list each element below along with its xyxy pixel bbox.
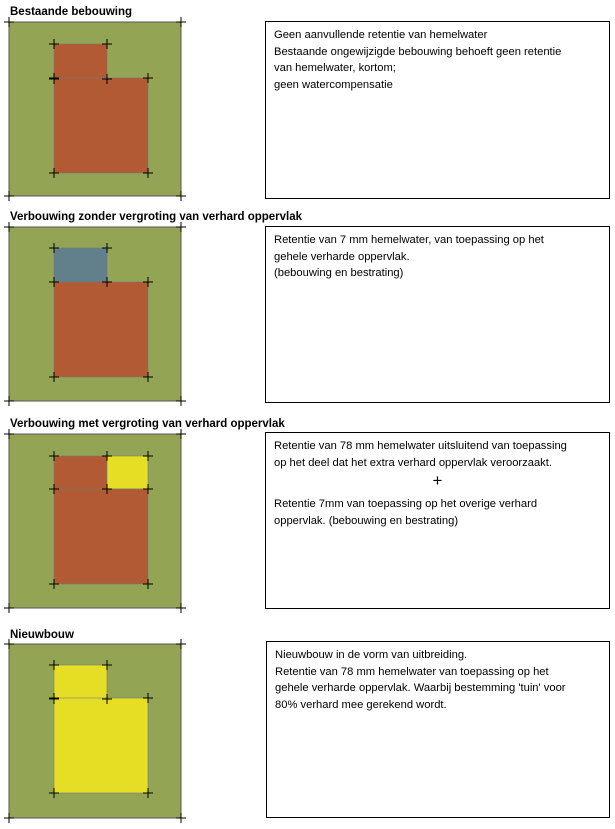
section-renovation-no-increase xyxy=(0,205,615,410)
description-box xyxy=(265,21,610,199)
text-line: Bestaande ongewijzigde bebouwing behoeft geen retentie xyxy=(274,45,562,58)
description-box xyxy=(265,432,610,609)
site-diagram xyxy=(0,0,200,205)
section-existing xyxy=(0,0,615,205)
extension-main xyxy=(54,698,148,793)
plus-sign: + xyxy=(432,471,443,490)
text-line: Geen aanvullende retentie van hemelwater xyxy=(274,29,488,41)
extension-new xyxy=(107,456,148,489)
building-main xyxy=(54,78,148,173)
text-line: gehele verharde oppervlak. Waarbij bestemming 'tuin' voor xyxy=(275,682,566,694)
text-line: op het deel dat het extra verhard oppervlak veroorzaakt. xyxy=(274,456,552,469)
section-heading: Verbouwing zonder vergroting van verhard oppervlak xyxy=(10,211,303,223)
extension-small xyxy=(54,665,107,699)
text-line: Retentie van 78 mm hemelwater van toepassing op het xyxy=(275,665,549,678)
section-heading: Nieuwbouw xyxy=(10,629,74,641)
section-renovation-with-increase xyxy=(0,412,615,617)
description-box xyxy=(265,226,610,403)
building-small xyxy=(54,456,107,489)
section-new-build xyxy=(0,624,615,829)
building-small xyxy=(54,44,107,79)
building-main xyxy=(54,282,148,377)
text-line: Nieuwbouw in de vorm van uitbreiding. xyxy=(275,649,468,661)
site-diagram xyxy=(0,205,200,410)
text-line: geen watercompensatie xyxy=(274,78,393,91)
text-line: oppervlak. (bebouwing en bestrating) xyxy=(274,514,459,527)
site-diagram xyxy=(0,624,200,829)
site-diagram xyxy=(0,412,200,617)
building-renovated xyxy=(54,248,107,282)
section-heading: Bestaande bebouwing xyxy=(10,6,133,18)
description-box xyxy=(266,641,610,818)
text-line: Retentie van 7 mm hemelwater, van toepassing op het xyxy=(274,234,544,246)
text-line: Retentie 7mm van toepassing op het overige verhard xyxy=(274,498,538,510)
text-line: Retentie van 78 mm hemelwater uitsluitend van toepassing xyxy=(274,440,567,452)
section-heading: Verbouwing met vergroting van verhard oppervlak xyxy=(10,418,285,430)
building-main xyxy=(54,489,148,584)
text-line: van hemelwater, kortom; xyxy=(274,62,396,74)
text-line: (bebouwing en bestrating) xyxy=(274,267,404,279)
text-line: 80% verhard mee gerekend wordt. xyxy=(275,698,447,711)
text-line: gehele verharde oppervlak. xyxy=(274,250,410,263)
